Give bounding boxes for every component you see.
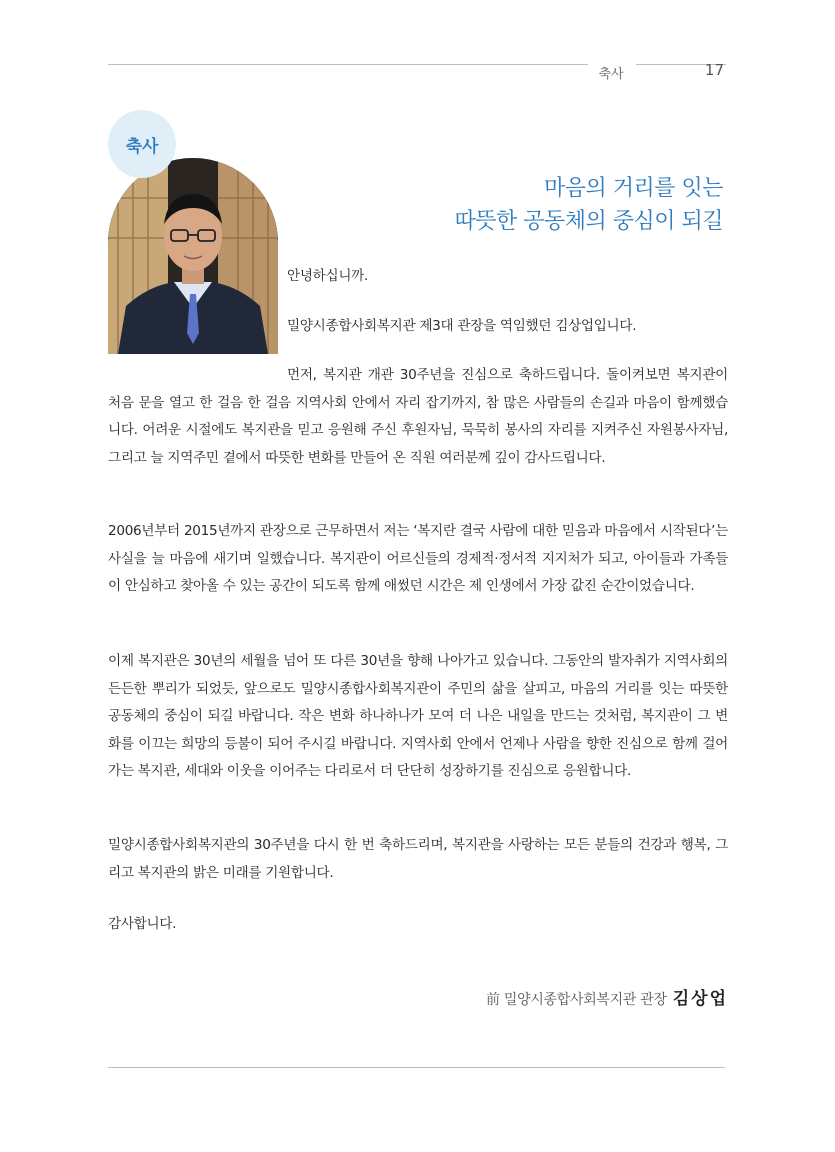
body-paragraph-3: 이제 복지관은 30년의 세월을 넘어 또 다른 30년을 향해 나아가고 있습니다. 그동안의 발자취가 지역사회의 든든한 뿌리가 되었듯, 앞으로도 밀양시종합사회복지관이 주민의 삶을 살피고, 마음의 거리를 잇는 따뜻한 공동체의 중심이 되길 바랍니다. 작은 변화 하나하나가 모여 더 나은 내일을 만드는 것처럼, 복지관이 그 변화를 이끄는 희망의 등불이 되어 주시길 바랍니다. 지역사회 안에서 언제나 사람을 향한 진심으로 함께 걸어가는 복지관, 세대와 이웃을 이어주는 다리로서 더 단단히 성장하기를 진심으로 응원합니다. (108, 653, 728, 779)
body-paragraph-4: 밀양시종합사회복지관의 30주년을 다시 한 번 축하드리며, 복지관을 사랑하는 모든 분들의 건강과 행복, 그리고 복지관의 밝은 미래를 기원합니다. (108, 837, 728, 881)
intro-line: 밀양시종합사회복지관 제3대 관장을 역임했던 김상업입니다. (287, 318, 637, 334)
greeting: 안녕하십니까. (287, 268, 369, 284)
running-section-title: 축사 (598, 67, 624, 82)
author-portrait (108, 158, 278, 354)
headline-line-1: 마음의 거리를 잇는 (543, 176, 723, 201)
body-paragraph-2: 2006년부터 2015년까지 관장으로 근무하면서 저는 ‘복지란 결국 사람에 대한 믿음과 마음에서 시작된다’는 사실을 늘 마음에 새기며 일했습니다. 복지관이 어르신들의 경제적·정서적 지지처가 되고, 아이들과 가족들이 안심하고 찾아올 수 있는 공간이 되도록 함께 애썼던 시간은 제 인생에서 가장 값진 순간이었습니다. (108, 523, 728, 594)
section-badge: 축사 (108, 110, 176, 178)
closing-thanks: 감사합니다. (108, 916, 177, 932)
signature-title: 前 밀양시종합사회복지관 관장 (486, 992, 667, 1008)
footer-rule (108, 1067, 725, 1068)
signature (486, 984, 728, 1009)
headline-line-2: 따뜻한 공동체의 중심이 되길 (454, 209, 723, 234)
header-rule-left (108, 64, 588, 65)
body-paragraph-1: 먼저, 복지관 개관 30주년을 진심으로 축하드립니다. 돌이켜보면 복지관이 처음 문을 열고 한 걸음 한 걸음 지역사회 안에서 자리 잡기까지, 참 많은 사람들의 손길과 마음이 함께했습니다. 어려운 시절에도 복지관을 믿고 응원해 주신 후원자님, 묵묵히 봉사의 자리를 지켜주신 자원봉사자님, 그리고 늘 지역주민 곁에서 따뜻한 변화를 만들어 온 직원 여러분께 깊이 감사드립니다. (108, 367, 728, 466)
headline (454, 172, 723, 238)
signature-name: 김상업 (672, 989, 728, 1009)
page-number: 17 (704, 61, 724, 79)
